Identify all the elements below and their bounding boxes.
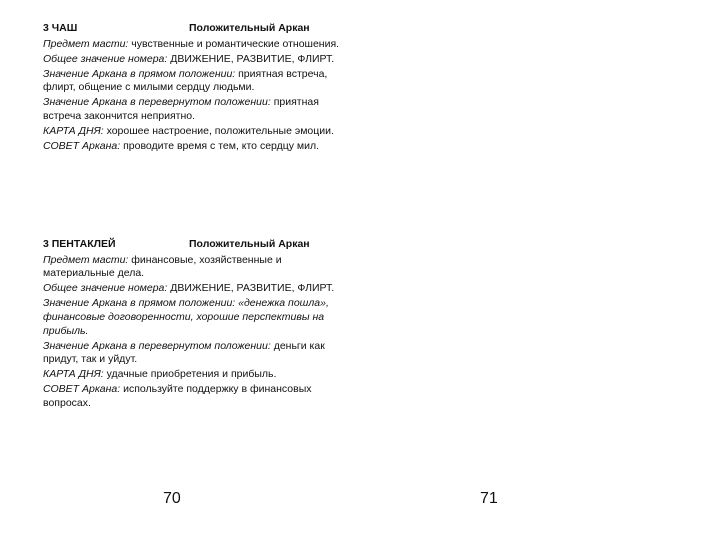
arcana-advice — [43, 140, 353, 154]
upright-label: Значение Аркана в прямом положении: «денежка пошла», финансовые договоренности, хорошие перспективы на прибыль. — [43, 297, 329, 337]
page-number-right: 71 — [480, 490, 498, 507]
day-label: КАРТА ДНЯ: — [43, 368, 104, 381]
advice-text: проводите время с тем, кто сердцу мил. — [120, 140, 320, 153]
reversed-text: деньги как придут, так и уйдут. — [43, 339, 325, 366]
suit-text: финансовые, хозяйственные и материальные дела. — [43, 253, 282, 280]
card-entry-3-pentacles — [43, 238, 353, 412]
upright-text: приятная встреча, флирт, общение с милыми сердцу людьми. — [43, 67, 328, 94]
card-type: Положительный Аркан — [189, 22, 310, 34]
card-name: 3 ЧАШ — [43, 22, 78, 34]
upright-meaning — [43, 297, 353, 338]
suit-meaning — [43, 254, 353, 281]
day-text: удачные приобретения и прибыль. — [103, 368, 277, 381]
reversed-meaning — [43, 340, 353, 367]
card-type: Положительный Аркан — [189, 238, 310, 250]
reversed-meaning — [43, 96, 353, 123]
arcana-advice — [43, 383, 353, 410]
card-entry-3-cups — [43, 22, 353, 155]
suit-label: Предмет масти: — [43, 37, 129, 50]
card-of-day — [43, 368, 353, 382]
page-number-left: 70 — [163, 490, 181, 507]
number-label: Общее значение номера: — [43, 52, 168, 65]
reversed-label: Значение Аркана в перевернутом положении: — [43, 339, 271, 352]
card-heading — [43, 238, 353, 252]
reversed-text: приятная встреча закончится неприятно. — [43, 96, 319, 123]
number-text: ДВИЖЕНИЕ, РАЗВИТИЕ, ФЛИРТ. — [167, 282, 335, 295]
suit-meaning — [43, 38, 353, 52]
day-label: КАРТА ДНЯ: — [43, 125, 104, 138]
card-name: 3 ПЕНТАКЛЕЙ — [43, 238, 116, 250]
suit-label: Предмет масти: — [43, 253, 129, 266]
card-heading — [43, 22, 353, 36]
number-meaning — [43, 282, 353, 296]
advice-text: используйте поддержку в финансовых вопросах. — [43, 383, 312, 410]
advice-label: СОВЕТ Аркана: — [43, 383, 121, 396]
upright-label: Значение Аркана в прямом положении: — [43, 67, 236, 80]
number-label: Общее значение номера: — [43, 282, 168, 295]
number-text: ДВИЖЕНИЕ, РАЗВИТИЕ, ФЛИРТ. — [167, 52, 335, 65]
number-meaning — [43, 53, 353, 67]
reversed-label: Значение Аркана в перевернутом положении: — [43, 96, 271, 109]
day-text: хорошее настроение, положительные эмоции. — [103, 125, 334, 138]
upright-meaning — [43, 68, 353, 95]
card-of-day — [43, 125, 353, 139]
suit-text: чувственные и романтические отношения. — [128, 37, 340, 50]
advice-label: СОВЕТ Аркана: — [43, 140, 121, 153]
